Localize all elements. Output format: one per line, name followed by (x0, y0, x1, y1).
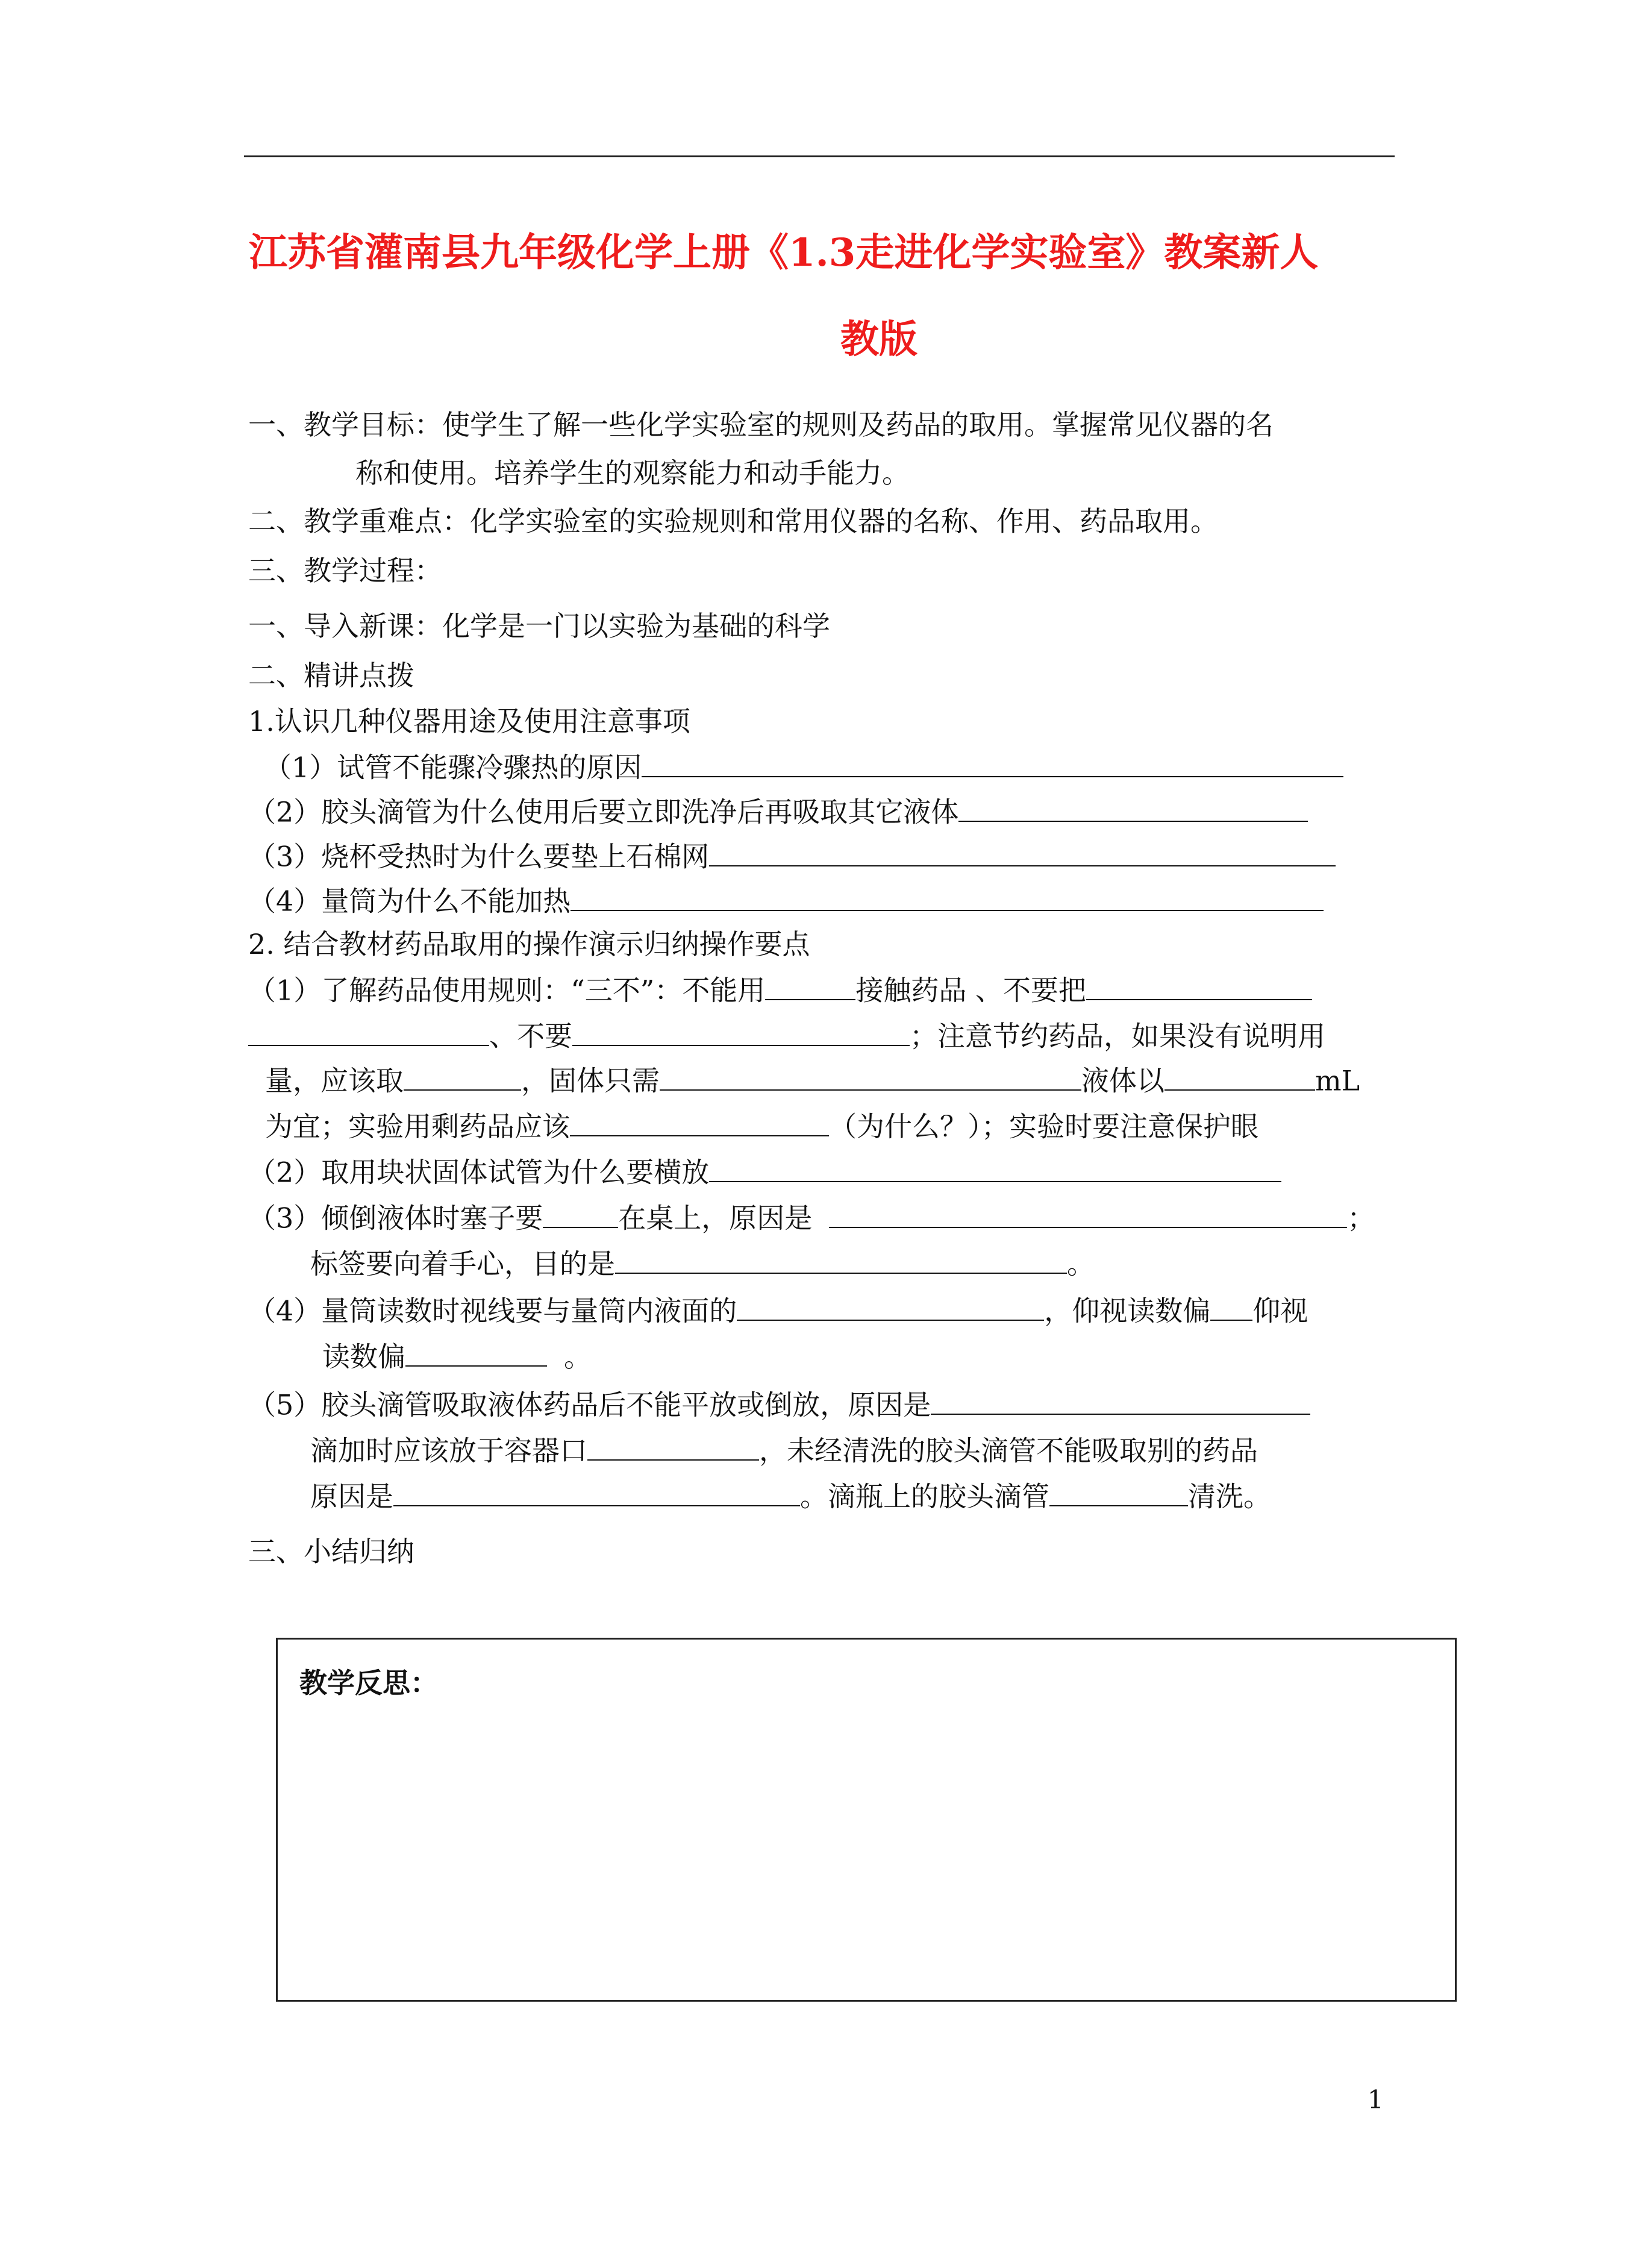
answer-blank[interactable] (570, 1109, 829, 1136)
answer-blank[interactable] (709, 1154, 1281, 1182)
question-text: 、不要 (489, 1020, 572, 1053)
intro-heading: 一、导入新课：化学是一门以实验为基础的科学 (248, 610, 830, 642)
part2-question-4-line1 (248, 1293, 1308, 1328)
question-text: （1）试管不能骤冷骤热的原因 (264, 751, 642, 784)
question-text: （2）取用块状固体试管为什么要横放 (248, 1156, 710, 1189)
part2-question-1-line4 (265, 1109, 1258, 1144)
answer-blank[interactable] (405, 1339, 547, 1367)
part1-question-1 (264, 750, 1343, 785)
part1-question-4 (248, 883, 1324, 918)
summary-heading: 三、小结归纳 (248, 1535, 414, 1568)
question-text: 原因是 (310, 1480, 393, 1513)
question-text: ，未经清洗的胶头滴管不能吸取别的药品 (759, 1434, 1258, 1467)
answer-blank[interactable] (1049, 1479, 1188, 1506)
question-text: 滴加时应该放于容器口 (310, 1434, 587, 1467)
answer-blank[interactable] (248, 1018, 489, 1046)
teaching-reflection-label: 教学反思： (299, 1667, 438, 1699)
answer-blank[interactable] (765, 973, 855, 1000)
question-text: （4）量筒读数时视线要与量筒内液面的 (248, 1294, 737, 1327)
question-text: ；注意节约药品，如果没有说明用 (910, 1020, 1325, 1053)
answer-blank[interactable] (642, 750, 1343, 777)
part2-question-1-line3 (265, 1063, 1360, 1098)
header-rule (244, 155, 1395, 157)
teaching-goal-line2: 称和使用。培养学生的观察能力和动手能力。 (355, 457, 910, 489)
question-text: 清洗。 (1188, 1480, 1271, 1513)
part2-heading: 2. 结合教材药品取用的操作演示归纳操作要点 (248, 928, 810, 960)
question-text: 标签要向着手心，目的是 (310, 1247, 615, 1280)
part2-question-4-line2 (322, 1339, 592, 1374)
question-text: （5）胶头滴管吸取液体药品后不能平放或倒放，原因是 (248, 1388, 931, 1421)
part2-question-3-line2 (310, 1246, 1095, 1281)
question-text: （3）烧杯受热时为什么要垫上石棉网 (248, 840, 710, 873)
part2-question-1-line2 (248, 1018, 1325, 1053)
question-text: （1）了解药品使用规则：“三不”：不能用 (248, 974, 766, 1007)
answer-blank[interactable] (1086, 973, 1312, 1000)
question-text: 。滴瓶上的胶头滴管 (800, 1480, 1049, 1513)
part2-question-2 (248, 1154, 1281, 1189)
answer-blank[interactable] (829, 1200, 1347, 1228)
answer-blank[interactable] (543, 1200, 618, 1228)
part1-question-2 (248, 794, 1308, 829)
key-points: 二、教学重难点：化学实验室的实验规则和常用仪器的名称、作用、药品取用。 (248, 505, 1218, 537)
question-text: 接触药品 、不要把 (855, 974, 1086, 1007)
answer-blank[interactable] (1210, 1293, 1252, 1321)
part2-question-5-line3 (310, 1479, 1271, 1514)
explain-heading: 二、精讲点拨 (248, 659, 414, 692)
teaching-process-heading: 三、教学过程： (248, 554, 442, 587)
part1-question-3 (248, 839, 1336, 874)
part2-question-1-line1 (248, 973, 1312, 1007)
part2-question-3-line1 (248, 1200, 1375, 1235)
question-text: 液体以 (1081, 1064, 1165, 1097)
question-text: 量，应该取 (265, 1064, 404, 1097)
teaching-goal-line1: 一、教学目标：使学生了解一些化学实验室的规则及药品的取用。掌握常见仪器的名 (248, 409, 1274, 441)
answer-blank[interactable] (572, 1018, 910, 1046)
question-text: 仰视 (1252, 1294, 1308, 1327)
answer-blank[interactable] (587, 1433, 759, 1461)
question-text: 为宜；实验用剩药品应该 (265, 1110, 570, 1143)
question-text: （2）胶头滴管为什么使用后要立即洗净后再吸取其它液体 (248, 795, 959, 829)
answer-blank[interactable] (571, 883, 1324, 911)
answer-blank[interactable] (615, 1246, 1067, 1274)
answer-blank[interactable] (660, 1063, 1081, 1091)
answer-blank[interactable] (404, 1063, 521, 1091)
question-text: ； (1347, 1201, 1375, 1235)
part2-question-5-line2 (310, 1433, 1258, 1468)
question-text: 。 (1067, 1247, 1095, 1280)
question-text: （为什么？）；实验时要注意保护眼 (829, 1110, 1258, 1143)
document-title-line1: 江苏省灌南县九年级化学上册《1.3走进化学实验室》教案新人 (249, 230, 1319, 275)
question-text: 读数偏 (322, 1340, 405, 1373)
answer-blank[interactable] (958, 794, 1308, 822)
answer-blank[interactable] (393, 1479, 800, 1506)
question-text: 。 (564, 1340, 592, 1373)
answer-blank[interactable] (709, 839, 1336, 866)
answer-blank[interactable] (737, 1293, 1044, 1321)
part1-heading: 1.认识几种仪器用途及使用注意事项 (248, 705, 690, 738)
question-text: （3）倾倒液体时塞子要 (248, 1201, 543, 1235)
question-text: ，仰视读数偏 (1044, 1294, 1211, 1327)
question-text: ，固体只需 (521, 1064, 660, 1097)
document-title-line2: 教版 (840, 317, 918, 362)
part2-question-5-line1 (248, 1387, 1310, 1422)
unit-label: mL (1315, 1064, 1360, 1097)
answer-blank[interactable] (1165, 1063, 1315, 1091)
question-text: （4）量筒为什么不能加热 (248, 885, 571, 918)
question-text: 在桌上，原因是 (618, 1201, 813, 1235)
teaching-reflection-box[interactable] (276, 1638, 1457, 2002)
page-number: 1 (1368, 2085, 1384, 2114)
answer-blank[interactable] (931, 1387, 1310, 1415)
